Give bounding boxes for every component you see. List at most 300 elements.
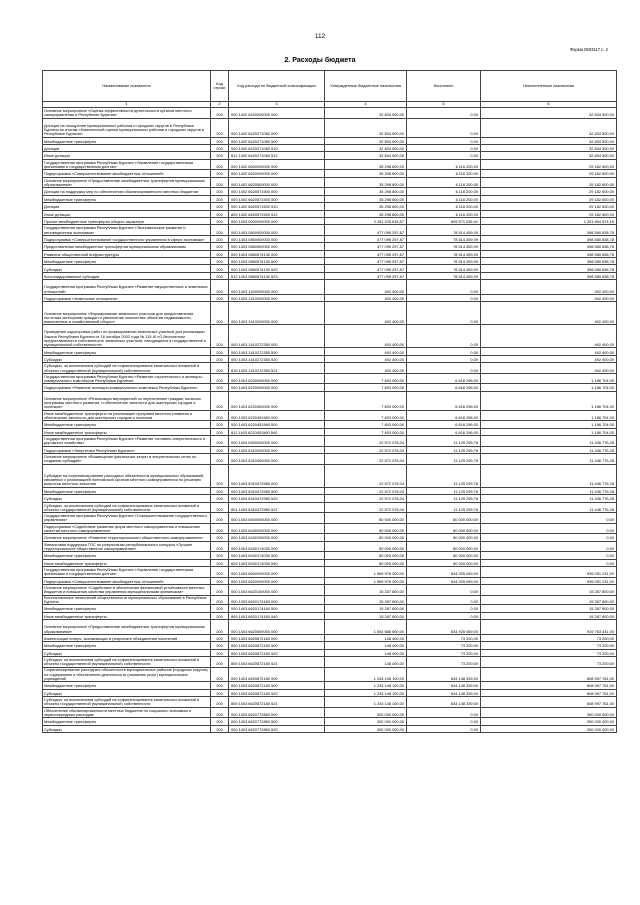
- row-approved: 300 000 000,00: [325, 718, 407, 725]
- row-name: Субсидии: [43, 649, 211, 656]
- row-executed: 6 616 296,00: [407, 384, 481, 391]
- row-executed: 78 514 459,09: [407, 250, 481, 257]
- row-approved: 1 554 688 500,00: [325, 620, 407, 635]
- row-unexecuted: 11 446 776,28: [481, 454, 617, 465]
- row-line-code: 200: [211, 595, 229, 605]
- row-unexecuted: 32 834 500,00: [481, 152, 617, 159]
- table-row: [43, 108, 617, 119]
- table-body: [43, 108, 617, 733]
- row-unexecuted: 73 200,00: [481, 656, 617, 667]
- row-name: Развитие общественной инфраструктуры: [43, 250, 211, 257]
- table-row: [43, 210, 617, 217]
- row-unexecuted: 935 051 231,00: [481, 567, 617, 578]
- row-executed: 0,00: [407, 118, 481, 137]
- row-name: Иные дотации: [43, 210, 211, 217]
- row-name: Субсидии: [43, 495, 211, 502]
- row-budget-code: 000 1403 6620772860 000: [229, 707, 325, 718]
- row-name: Подпрограмма «Развитие жилищно-коммунального комплекса Республики Бурятия»: [43, 384, 211, 391]
- row-executed: 73 200,00: [407, 649, 481, 656]
- row-executed: 829 571 036,41: [407, 217, 481, 224]
- row-unexecuted: 492 400,00: [481, 280, 617, 295]
- row-unexecuted: 1 186 704,00: [481, 384, 617, 391]
- row-approved: 35 298 800,00: [325, 159, 407, 170]
- row-unexecuted: 1 186 704,00: [481, 428, 617, 435]
- row-executed: 78 514 459,09: [407, 272, 481, 279]
- row-line-code: 200: [211, 682, 229, 689]
- row-unexecuted: 11 446 776,28: [481, 446, 617, 453]
- row-unexecuted: 0,00: [481, 559, 617, 566]
- table-row: [43, 559, 617, 566]
- table-row: [43, 152, 617, 159]
- row-line-code: 200: [211, 280, 229, 295]
- row-budget-code: 000 1403 6620672180 520: [229, 689, 325, 696]
- row-line-code: 200: [211, 421, 229, 428]
- table-row: [43, 634, 617, 641]
- row-budget-code: 000 1403 6220400000 000: [229, 391, 325, 410]
- row-name: Основное мероприятие «Развитие территориального общественного самоуправления»: [43, 534, 211, 541]
- row-name: Субсидии, за исключением субсидий на софинансирование капитальных вложений в объекты государственной (муниципальной) собственности: [43, 697, 211, 708]
- row-line-code: 200: [211, 210, 229, 217]
- row-approved: 1 569 976 300,00: [325, 567, 407, 578]
- table-row: [43, 217, 617, 224]
- row-budget-code: 000 1402 6600000000 000: [229, 159, 325, 170]
- row-executed: 0,00: [407, 718, 481, 725]
- row-approved: 22 572 076,04: [325, 464, 407, 487]
- row-line-code: 200: [211, 348, 229, 355]
- row-unexecuted: 0,00: [481, 552, 617, 559]
- row-name: Основное мероприятие «Предоставление межбюджетных трансфертов муниципальным образованиям»: [43, 177, 211, 188]
- row-executed: 78 514 459,09: [407, 258, 481, 265]
- row-line-code: 200: [211, 108, 229, 119]
- table-row: [43, 446, 617, 453]
- row-unexecuted: 15 287 800,00: [481, 595, 617, 605]
- row-approved: 477 095 297,87: [325, 225, 407, 236]
- row-executed: 80 000 000,00: [407, 534, 481, 541]
- row-approved: 1 243 146 100,00: [325, 689, 407, 696]
- row-unexecuted: 492 400,00: [481, 355, 617, 362]
- row-name: Иные дотации: [43, 152, 211, 159]
- table-row: [43, 137, 617, 144]
- row-line-code: 200: [211, 577, 229, 584]
- header-executed: Исполнено: [407, 71, 481, 102]
- row-line-code: 200: [211, 325, 229, 348]
- row-approved: 300 000 000,00: [325, 707, 407, 718]
- row-line-code: 200: [211, 513, 229, 524]
- row-executed: 634 148 339,00: [407, 697, 481, 708]
- row-line-code: 200: [211, 235, 229, 242]
- table-row: [43, 243, 617, 250]
- table-row: [43, 697, 617, 708]
- row-executed: 6 116 200,00: [407, 210, 481, 217]
- row-unexecuted: 398 580 838,78: [481, 250, 617, 257]
- row-line-code: 200: [211, 612, 229, 619]
- row-line-code: 200: [211, 144, 229, 151]
- row-budget-code: 809 1402 6620571500 512: [229, 210, 325, 217]
- row-executed: 6 616 296,00: [407, 428, 481, 435]
- table-row: [43, 487, 617, 494]
- row-approved: 492 400,00: [325, 355, 407, 362]
- row-executed: 0,00: [407, 355, 481, 362]
- row-line-code: 200: [211, 495, 229, 502]
- table-row: [43, 689, 617, 696]
- section-title: 2. Расходы бюджета: [284, 57, 356, 64]
- row-unexecuted: 11 446 776,28: [481, 487, 617, 494]
- row-line-code: 200: [211, 137, 229, 144]
- row-name: Межбюджетные трансферты: [43, 137, 211, 144]
- table-row: [43, 523, 617, 534]
- row-unexecuted: 300 000 000,00: [481, 725, 617, 732]
- row-line-code: 200: [211, 272, 229, 279]
- row-line-code: 200: [211, 620, 229, 635]
- row-approved: 35 298 800,00: [325, 210, 407, 217]
- table-row: [43, 118, 617, 137]
- row-approved: 7 803 000,00: [325, 410, 407, 421]
- row-name: Межбюджетные трансферты: [43, 348, 211, 355]
- row-line-code: 200: [211, 217, 229, 224]
- row-line-code: 200: [211, 436, 229, 447]
- row-approved: 146 400,00: [325, 656, 407, 667]
- row-line-code: 200: [211, 707, 229, 718]
- row-name: Государственная программа Республики Бурятия «Развитие строительного и жилищно-коммунального комплексов Республики Бурятия»: [43, 373, 211, 384]
- row-name: Дотация на поощрение муниципальных районов и городских округов в Республике Бурятия по итогам «Комплексной оценки муниципальных районов и городских округов в Республике Бурятия»: [43, 118, 211, 137]
- row-line-code: 200: [211, 523, 229, 534]
- row-unexecuted: 300 000 000,00: [481, 707, 617, 718]
- row-name: Софинансирование расходных обязательств муниципальных районов (городских округов) по содержанию и обеспечению деятельности (оказанию услуг) муниципальных учреждений: [43, 667, 211, 682]
- row-unexecuted: 15 287 800,00: [481, 605, 617, 612]
- row-name: Иные межбюджетные трансферты: [43, 559, 211, 566]
- row-budget-code: 000 1403 6310000000 000: [229, 446, 325, 453]
- row-approved: 80 000 000,00: [325, 513, 407, 524]
- table-row: [43, 302, 617, 325]
- row-executed: 0,00: [407, 295, 481, 302]
- row-approved: 1 243 146 100,00: [325, 667, 407, 682]
- row-line-code: 200: [211, 534, 229, 541]
- row-executed: 6 616 296,00: [407, 410, 481, 421]
- row-budget-code: 000 1403 6220451560 000: [229, 410, 325, 421]
- row-executed: 634 148 339,00: [407, 689, 481, 696]
- row-name: Основное мероприятие «Реализация мероприятий по переселению граждан, включая программы местного развития, и обеспечение занятости для шахтерских городов и поселков»: [43, 391, 211, 410]
- row-approved: 7 803 000,00: [325, 373, 407, 384]
- row-line-code: 200: [211, 152, 229, 159]
- row-unexecuted: 1 186 704,00: [481, 373, 617, 384]
- row-executed: 11 125 299,76: [407, 464, 481, 487]
- row-approved: 7 803 000,00: [325, 391, 407, 410]
- table-row: [43, 502, 617, 513]
- row-budget-code: 000 1403 1400000000 000: [229, 280, 325, 295]
- row-executed: 80 000 000,00: [407, 523, 481, 534]
- row-budget-code: 000 1403 6600000000 000: [229, 567, 325, 578]
- row-budget-code: 000 1403 6620672180 500: [229, 682, 325, 689]
- row-line-code: 200: [211, 295, 229, 302]
- row-unexecuted: 32 834 500,00: [481, 144, 617, 151]
- row-unexecuted: 1 186 704,00: [481, 391, 617, 410]
- row-name: Восстановление начислений общественности муниципальных образований в Республике Бурятия: [43, 595, 211, 605]
- row-unexecuted: 32 834 500,00: [481, 108, 617, 119]
- row-name: Межбюджетные трансферты: [43, 421, 211, 428]
- row-unexecuted: 11 446 776,28: [481, 495, 617, 502]
- table-row: [43, 595, 617, 605]
- table-row: [43, 272, 617, 279]
- row-executed: 6 116 200,00: [407, 203, 481, 210]
- row-name: Государственная программа Республики Бурятия «Развитие топливно-энергетического и дорожного хозяйства»: [43, 436, 211, 447]
- row-budget-code: 000 1403 6620672160 520: [229, 649, 325, 656]
- row-executed: 73 200,00: [407, 656, 481, 667]
- row-name: Компенсация потерь, возникающих в результате объединения поселений: [43, 634, 211, 641]
- row-unexecuted: 492 400,00: [481, 348, 617, 355]
- row-budget-code: 000 1402 6620500000 000: [229, 177, 325, 188]
- column-number: 4: [325, 102, 407, 108]
- row-unexecuted: 0,00: [481, 541, 617, 552]
- row-approved: 477 095 297,87: [325, 265, 407, 272]
- row-budget-code: 809 1403 6620672180 521: [229, 697, 325, 708]
- row-unexecuted: 29 182 600,00: [481, 170, 617, 177]
- row-unexecuted: 0,00: [481, 513, 617, 524]
- row-line-code: 200: [211, 454, 229, 465]
- row-line-code: 200: [211, 225, 229, 236]
- table-row: [43, 605, 617, 612]
- column-number: 6: [481, 102, 617, 108]
- row-executed: 0,00: [407, 612, 481, 619]
- row-name: Основное мероприятие «Возмещение фактически затрат в энергетических сетях по созданию субсидий»: [43, 454, 211, 465]
- row-budget-code: 000 1403 1410000000 000: [229, 295, 325, 302]
- row-approved: 22 572 076,04: [325, 502, 407, 513]
- row-name: Подпрограмма «Земельные отношения»: [43, 295, 211, 302]
- row-executed: 78 514 459,09: [407, 235, 481, 242]
- header-budget-code: Код расхода по бюджетной классификации: [229, 71, 325, 102]
- row-executed: 0,00: [407, 280, 481, 295]
- row-executed: 634 925 069,00: [407, 577, 481, 584]
- row-name: Подпрограмма «Совершенствование межбюджетных отношений»: [43, 170, 211, 177]
- row-budget-code: 000 1402 6620571500 000: [229, 188, 325, 195]
- table-row: [43, 188, 617, 195]
- row-approved: 1 569 976 300,00: [325, 577, 407, 584]
- row-name: Дотации: [43, 144, 211, 151]
- table-row: [43, 567, 617, 578]
- row-name: Подпрограмма «Совершенствование государственного управления в сфере экономики»: [43, 235, 211, 242]
- row-budget-code: 000 1403 1410272350 500: [229, 348, 325, 355]
- row-approved: 492 400,00: [325, 280, 407, 295]
- row-unexecuted: 398 580 838,78: [481, 272, 617, 279]
- row-unexecuted: 608 997 761,00: [481, 689, 617, 696]
- row-budget-code: 000 1403 6620174160 500: [229, 605, 325, 612]
- row-budget-code: 000 1402 6420271080 510: [229, 144, 325, 151]
- row-name: Подпрограмма «Совершенствование межбюджетных отношений»: [43, 577, 211, 584]
- column-number: 2: [211, 102, 229, 108]
- row-approved: 35 298 800,00: [325, 203, 407, 210]
- row-approved: 32 834 500,00: [325, 108, 407, 119]
- row-approved: 22 572 076,04: [325, 454, 407, 465]
- row-line-code: 200: [211, 642, 229, 649]
- table-row: [43, 725, 617, 732]
- row-name: Межбюджетные трансферты: [43, 258, 211, 265]
- row-approved: 15 287 800,00: [325, 595, 407, 605]
- row-budget-code: 812 1403 0860574130 523: [229, 272, 325, 279]
- row-name: Проведение кадастровых работ по формированию земельных участков для реализации Закона Республики Бурятия от 16 октября 2002 года № 115-III «О бесплатном предоставлении в собственность земельных участков, находящихся в государственной и муниципальной собственности»: [43, 325, 211, 348]
- row-executed: 11 125 299,76: [407, 502, 481, 513]
- row-budget-code: 000 1403 0000000000 000: [229, 217, 325, 224]
- row-name: Субсидии: [43, 265, 211, 272]
- row-unexecuted: 608 997 761,00: [481, 682, 617, 689]
- row-unexecuted: 398 580 838,78: [481, 258, 617, 265]
- row-unexecuted: 29 182 600,00: [481, 195, 617, 202]
- row-budget-code: 000 1403 0860574130 520: [229, 265, 325, 272]
- row-approved: 146 400,00: [325, 634, 407, 641]
- row-name: Основное мероприятие «Предоставление межбюджетных трансфертов муниципальным образованиям»: [43, 620, 211, 635]
- row-line-code: 200: [211, 667, 229, 682]
- row-unexecuted: 300 000 000,00: [481, 718, 617, 725]
- row-approved: 477 095 297,87: [325, 250, 407, 257]
- table-row: [43, 363, 617, 374]
- row-executed: 0,00: [407, 144, 481, 151]
- row-name: Консолидированные субсидии: [43, 272, 211, 279]
- row-unexecuted: 15 287 800,00: [481, 585, 617, 596]
- row-approved: 35 298 800,00: [325, 195, 407, 202]
- row-unexecuted: 398 580 838,78: [481, 265, 617, 272]
- row-name: Субсидии, за исключением субсидий на софинансирование капитальных вложений в объекты государственной (муниципальной) собственности: [43, 656, 211, 667]
- row-unexecuted: 398 580 838,78: [481, 235, 617, 242]
- row-approved: 80 000 000,00: [325, 541, 407, 552]
- row-executed: 0,00: [407, 137, 481, 144]
- row-budget-code: 000 1403 6200000000 000: [229, 373, 325, 384]
- row-executed: 634 925 069,00: [407, 620, 481, 635]
- row-executed: 80 000 000,00: [407, 552, 481, 559]
- row-unexecuted: 29 182 600,00: [481, 188, 617, 195]
- row-approved: 32 834 500,00: [325, 137, 407, 144]
- row-line-code: 200: [211, 567, 229, 578]
- row-approved: 22 572 076,04: [325, 446, 407, 453]
- row-name: Межбюджетные трансферты: [43, 682, 211, 689]
- row-line-code: 200: [211, 605, 229, 612]
- header-unexecuted: Неисполненные назначения: [481, 71, 617, 102]
- row-line-code: 200: [211, 410, 229, 421]
- row-name: Государственная программа Республики Бурятия «Управление государственными финансами и государственным долгом»: [43, 567, 211, 578]
- row-approved: 492 400,00: [325, 363, 407, 374]
- row-budget-code: 000 1403 6310400000 000: [229, 454, 325, 465]
- row-unexecuted: 11 446 776,28: [481, 436, 617, 447]
- table-row: [43, 295, 617, 302]
- row-budget-code: 000 1403 6430174030 000: [229, 541, 325, 552]
- row-approved: 15 287 800,00: [325, 612, 407, 619]
- row-name: Подпрограмма «Содействие развитию форм местного самоуправления и повышению качества местного самоуправления»: [43, 523, 211, 534]
- row-budget-code: 000 1402 6620571500 510: [229, 203, 325, 210]
- table-row: [43, 682, 617, 689]
- row-line-code: 200: [211, 487, 229, 494]
- row-budget-code: 000 1403 0860574130 000: [229, 250, 325, 257]
- table-row: [43, 585, 617, 596]
- row-budget-code: 000 1402 6420200000 000: [229, 108, 325, 119]
- row-budget-code: 000 1403 6400000000 000: [229, 513, 325, 524]
- row-name: Государственная программа Республики Бурятия «Управление государственными финансами и государственным долгом»: [43, 159, 211, 170]
- row-executed: 0,00: [407, 595, 481, 605]
- row-line-code: 200: [211, 464, 229, 487]
- row-executed: 6 616 296,00: [407, 391, 481, 410]
- row-approved: 15 287 800,00: [325, 605, 407, 612]
- row-executed: 0,00: [407, 302, 481, 325]
- row-name: Основное мероприятие «Оценка эффективности деятельности органов местного самоуправления в Республике Бурятия»: [43, 108, 211, 119]
- row-line-code: 200: [211, 656, 229, 667]
- row-executed: 634 925 069,00: [407, 567, 481, 578]
- row-line-code: 200: [211, 725, 229, 732]
- table-row: [43, 384, 617, 391]
- row-line-code: 200: [211, 363, 229, 374]
- row-budget-code: 000 1403 6430100000 000: [229, 534, 325, 541]
- table-row: [43, 348, 617, 355]
- table-row: [43, 258, 617, 265]
- row-budget-code: 000 1402 6420271080 500: [229, 137, 325, 144]
- page-number: 112: [314, 33, 326, 40]
- row-line-code: 200: [211, 585, 229, 596]
- row-unexecuted: 492 400,00: [481, 295, 617, 302]
- row-approved: 492 400,00: [325, 302, 407, 325]
- table-row: [43, 391, 617, 410]
- row-unexecuted: 1 186 704,00: [481, 421, 617, 428]
- table-row: [43, 159, 617, 170]
- row-unexecuted: 935 051 231,00: [481, 577, 617, 584]
- table-row: [43, 495, 617, 502]
- row-unexecuted: 73 200,00: [481, 642, 617, 649]
- table-row: [43, 355, 617, 362]
- row-unexecuted: 1 331 654 574,16: [481, 217, 617, 224]
- row-line-code: 200: [211, 195, 229, 202]
- row-approved: 35 298 800,00: [325, 188, 407, 195]
- row-name: Дотации на поддержку мер по обеспечению сбалансированности местных бюджетов: [43, 188, 211, 195]
- row-unexecuted: 1 186 704,00: [481, 410, 617, 421]
- row-unexecuted: 29 182 600,00: [481, 210, 617, 217]
- row-executed: 0,00: [407, 707, 481, 718]
- row-budget-code: 000 1403 6620672160 500: [229, 642, 325, 649]
- table-row: [43, 612, 617, 619]
- row-approved: 80 000 000,00: [325, 534, 407, 541]
- row-executed: 11 125 299,76: [407, 454, 481, 465]
- row-approved: 80 000 000,00: [325, 559, 407, 566]
- row-line-code: 200: [211, 373, 229, 384]
- row-budget-code: 000 1403 0860500000 000: [229, 243, 325, 250]
- row-unexecuted: 11 446 776,28: [481, 464, 617, 487]
- row-approved: 35 298 800,00: [325, 177, 407, 188]
- row-budget-code: 000 1403 0860574130 500: [229, 258, 325, 265]
- row-line-code: 200: [211, 391, 229, 410]
- row-approved: 2 161 225 616,57: [325, 217, 407, 224]
- row-executed: 0,00: [407, 108, 481, 119]
- row-approved: 7 803 000,00: [325, 384, 407, 391]
- row-executed: 80 000 000,00: [407, 513, 481, 524]
- row-budget-code: 000 1402 6620000000 000: [229, 170, 325, 177]
- row-budget-code: 000 1403 6620672160 000: [229, 634, 325, 641]
- row-line-code: 200: [211, 302, 229, 325]
- row-executed: 6 616 296,00: [407, 373, 481, 384]
- column-number: 3: [229, 102, 325, 108]
- row-approved: 32 834 500,00: [325, 118, 407, 137]
- row-line-code: 200: [211, 502, 229, 513]
- row-approved: 477 095 297,87: [325, 258, 407, 265]
- row-executed: 0,00: [407, 605, 481, 612]
- row-executed: 78 514 459,09: [407, 265, 481, 272]
- table-row: [43, 649, 617, 656]
- table-row: [43, 552, 617, 559]
- row-name: Государственная программа Республики Бурятия «Развитие имущественных и земельных отношений»: [43, 280, 211, 295]
- row-line-code: 200: [211, 265, 229, 272]
- row-approved: 300 000 000,00: [325, 725, 407, 732]
- row-unexecuted: 73 200,00: [481, 634, 617, 641]
- row-executed: 0,00: [407, 325, 481, 348]
- row-executed: 6 116 200,00: [407, 170, 481, 177]
- row-budget-code: 812 1402 6420271080 512: [229, 152, 325, 159]
- row-approved: 492 400,00: [325, 325, 407, 348]
- row-executed: 11 125 299,76: [407, 487, 481, 494]
- row-approved: 477 095 297,87: [325, 235, 407, 242]
- row-budget-code: 809 1403 6620672160 521: [229, 656, 325, 667]
- table-row: [43, 421, 617, 428]
